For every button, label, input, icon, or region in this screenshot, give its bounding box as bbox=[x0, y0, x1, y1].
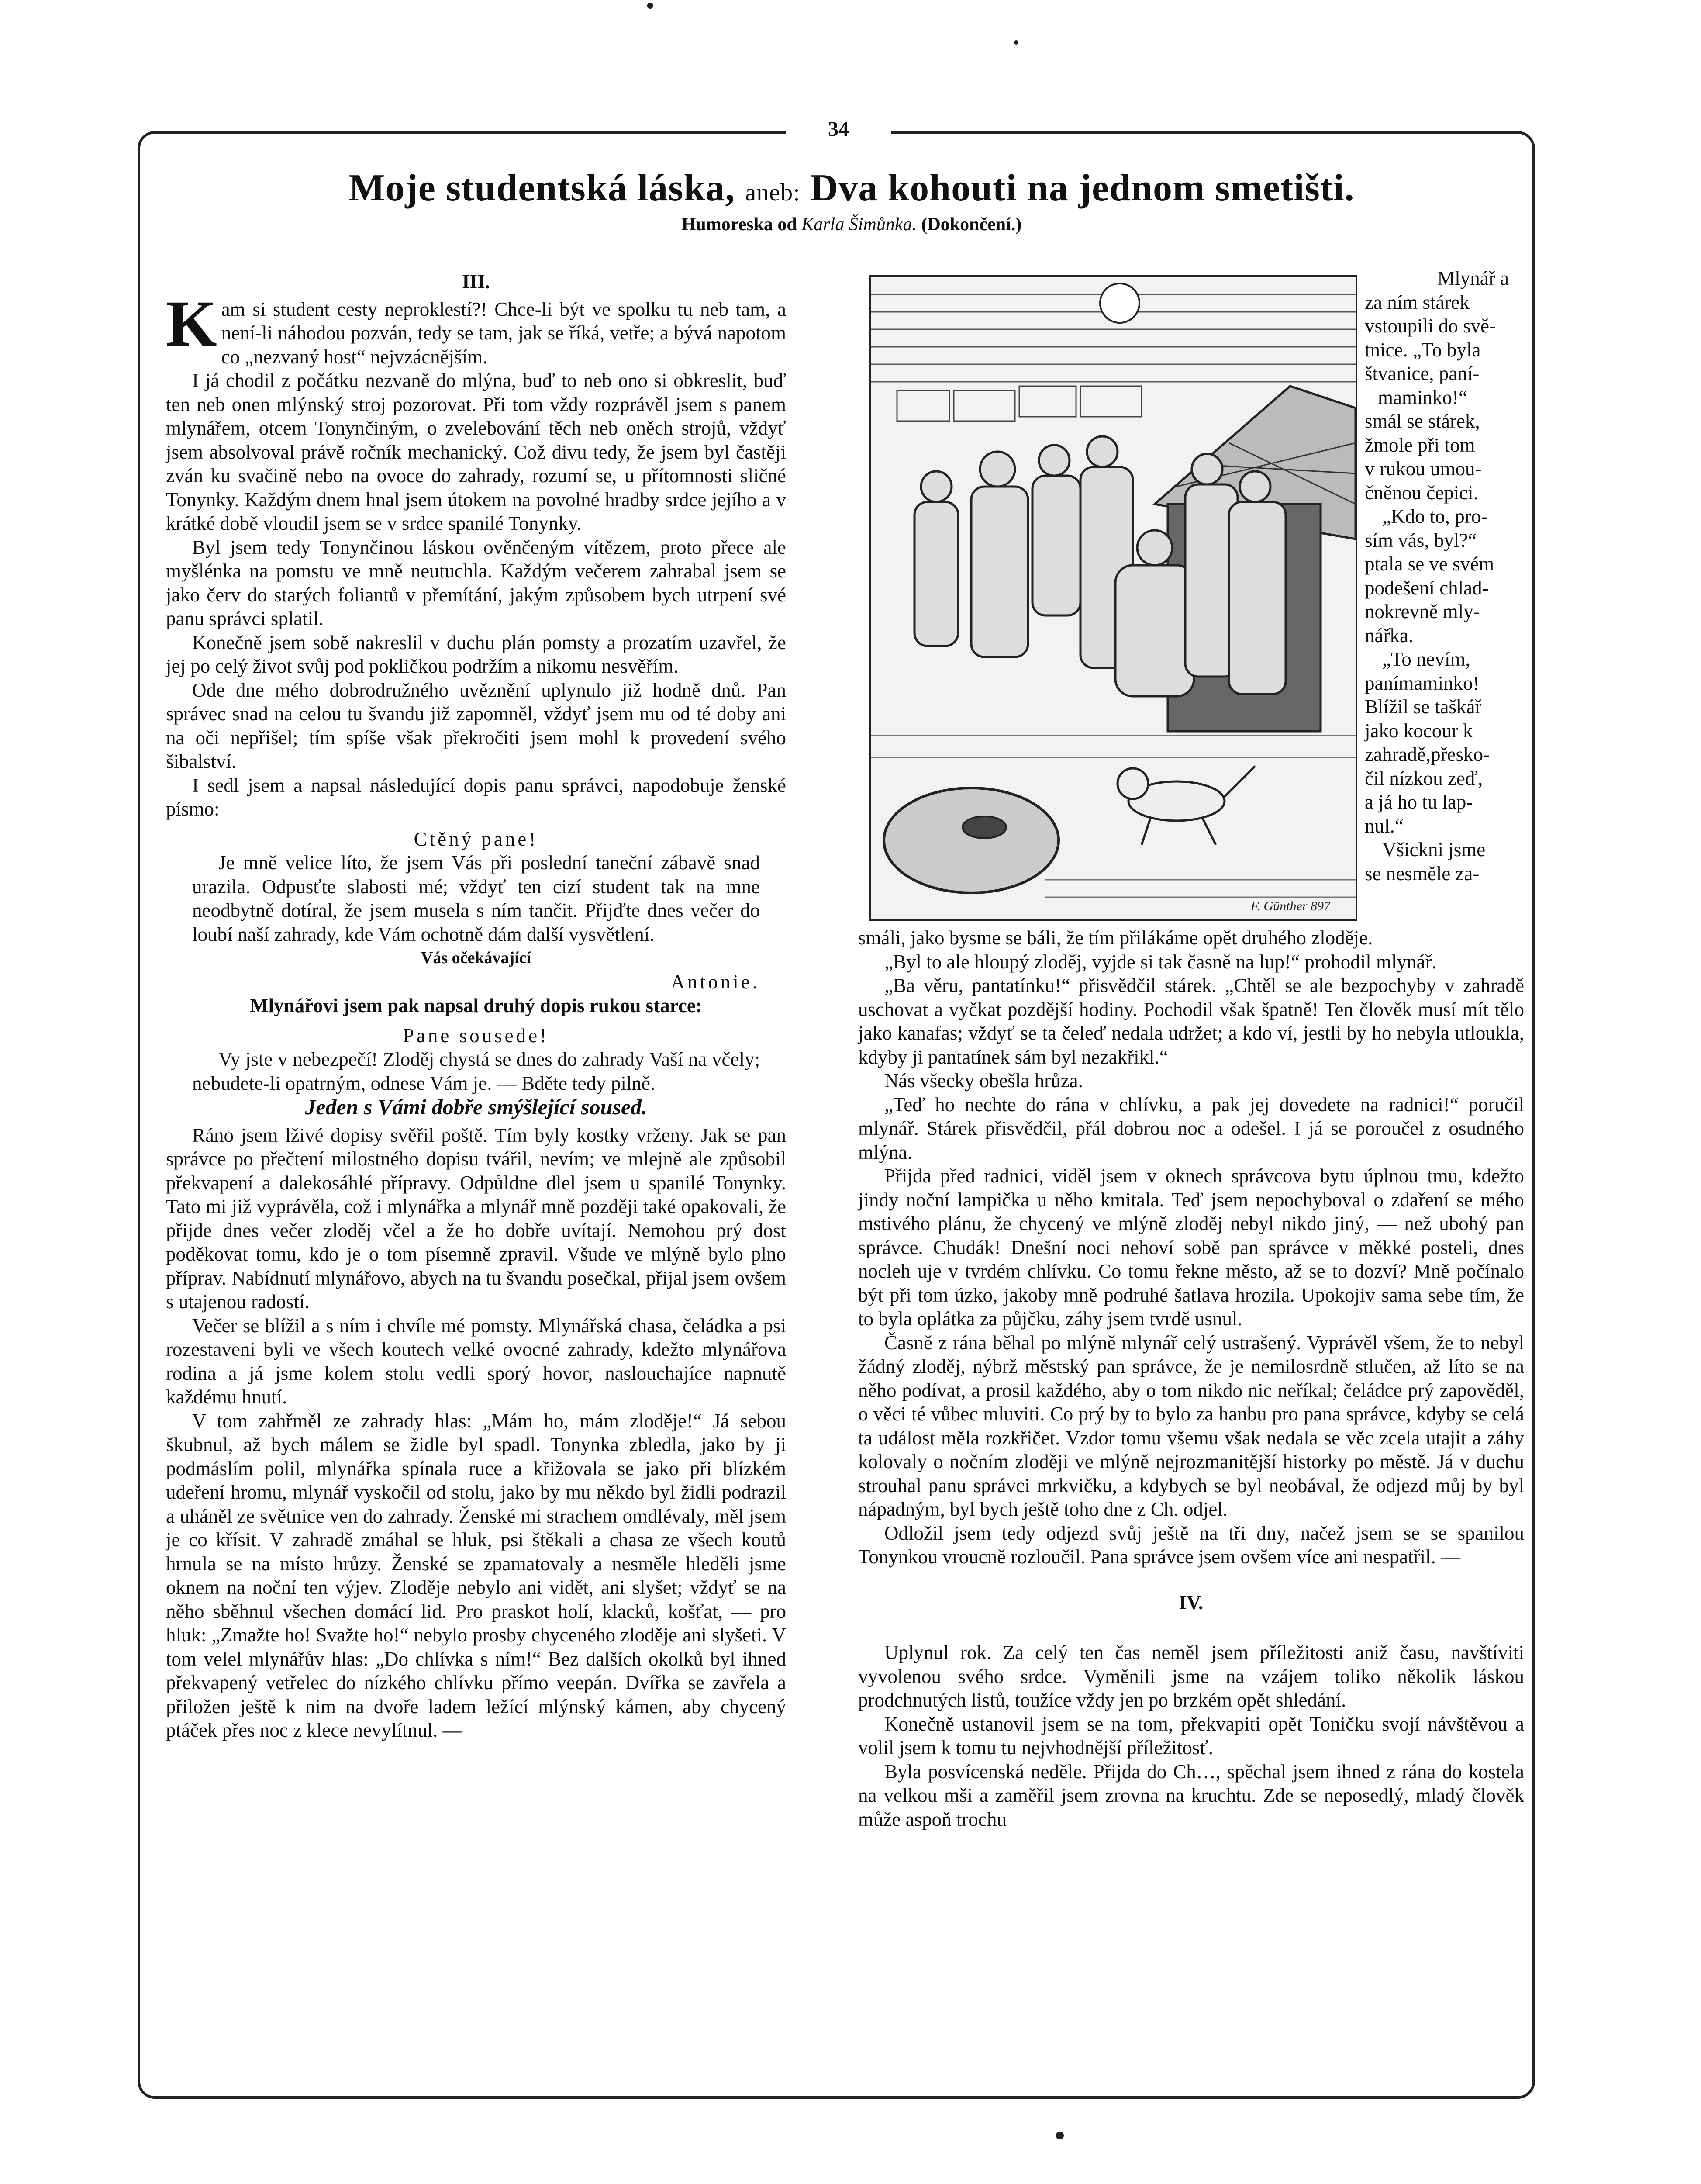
paragraph: Mlynářovi jsem pak napsal druhý dopis rukou starce: bbox=[250, 995, 702, 1016]
figure-head bbox=[1192, 454, 1222, 484]
figure-body bbox=[1032, 476, 1080, 615]
paragraph: „Teď ho nechte do rána v chlívku, a pak jej dovedete na radnici!“ poručil mlynář. Stárek přisvědčil, přál dobrou noc a odešel. I já se poroučel z osudného mlýna. bbox=[858, 1093, 1524, 1163]
moon-icon bbox=[1100, 283, 1139, 323]
figure-body bbox=[914, 502, 958, 646]
paragraph: Večer se blížil a s ním i chvíle mé pomsty. Mlynářská chasa, čeládka a psi rozestaveni byli ve všech koutech velké ovocné zahrady, kdežto mlynářova rodina a já jsme kolem stolu vedli sporý hovor, naslouchajíce napnutě každému hnutí. bbox=[166, 1314, 786, 1408]
title-part-2: Dva kohouti na jednom smetišti. bbox=[810, 167, 1355, 209]
section-heading-iv: IV. bbox=[1179, 1591, 1204, 1614]
letter1-body: Je mně velice líto, že jsem Vás při poslední taneční zábavě snad urazila. Odpusťte slabosti mé; vždyť ten cizí student tak na mne neodbytně dotíral, že jsem musela s ním tančit. Přijďte dnes večer do loubí naší zahrady, kde Vám ochotně dám další vysvětlení. bbox=[192, 852, 760, 945]
subtitle-author: Karla Šimůnka. bbox=[801, 214, 917, 235]
paragraph: Uplynul rok. Za celý ten čas neměl jsem příležitosti aniž času, navštíviti vyvolenou svého srdce. Vyměnili jsme na vzájem toliko několik láskou prodchnutých listů, toužíce vždy jen po brzkém opět shledání. bbox=[858, 1641, 1524, 1711]
paragraph-text: am si student cesty neproklestí?! Chce-li být ve spolku tu neb tam, a není-li náhodou pozván, tedy se tam, jak se říká, vetře; a bývá napotom co „nezvaný host“ nejvzácnějším. bbox=[221, 298, 786, 368]
paragraph: Byla posvícenská neděle. Přijda do Ch…, spěchal jsem ihned z rána do kostela na velkou mši a zaměřil jsem zrovna na kruchtu. Zde se neposedlý, mladý člověk může aspoň trochu bbox=[858, 1760, 1524, 1830]
text-line: maminko!“ bbox=[1378, 386, 1467, 408]
text-line: tnice. „To byla bbox=[1365, 339, 1481, 361]
paragraph: Konečně jsem sobě nakreslil v duchu plán pomsty a prozatím uzavřel, že jej po celý život svůj pod pokličkou podržím a nikomu nesvěřím. bbox=[166, 631, 786, 677]
paragraph: Ráno jsem lživé dopisy svěřil poště. Tím byly kostky vrženy. Jak se pan správce po přečtení milostného dopisu tvářil, nevím; ve mlejně ale způsobil překvapení a dalekosáhlé přípravy. Odpůldne dlel jsem u spanilé Tonynky. Tato mi již vyprávěla, což i mlynářka a mlynář mně později také opakovali, že přijde dnes večer zloděj včel a že ho dobře uvítají. Nemohou prý dost poděkovat tomu, kdo je o tom písemně zpravil. Všude ve mlýně bylo plno příprav. Nabídnutí mlynářovo, abych na tu švandu posečkal, přijal jsem ovšem s utajenou radostí. bbox=[166, 1124, 786, 1313]
illustration-drawing bbox=[871, 277, 1356, 919]
text-line: jako kocour k bbox=[1365, 719, 1473, 742]
figure-body bbox=[1115, 565, 1194, 696]
illustration-signature: F. Günther 897 bbox=[1251, 899, 1330, 913]
paragraph: I já chodil z počátku nezvaně do mlýna, buď to neb ono si obkreslit, buď ten neb onen mlýnský stroj pozorovat. Při tom vždy rozprávěl jsem s panem mlynářem, otcem Tonynčiným, o zvelebování těch neb oněch strojů, vždyť jsem absolvoval právě ročník mechanický. Což divu tedy, že jsem byl častěji zván ku svačině nebo na ovoce do zahrady, rozumí se, u přítomnosti sličné Tonynky. Každým dnem hnal jsem útokem na povolné hradby srdce jejího a v krátké době vloudil jsem se v srdce spanilé Tonynky. bbox=[166, 370, 786, 534]
text-line: zahradě,přesko- bbox=[1365, 743, 1490, 765]
text-line: „To nevím, bbox=[1382, 648, 1470, 670]
figure-body bbox=[1229, 502, 1286, 694]
paragraph: smáli, jako bysme se báli, že tím přilákáme opět druhého zloděje. bbox=[858, 927, 1373, 949]
text-line: se nesměle za- bbox=[1365, 862, 1480, 885]
text-line: nul.“ bbox=[1365, 815, 1404, 837]
section-heading-iii: III. bbox=[462, 271, 490, 293]
letter2-body: Vy jste v nebezpečí! Zloděj chystá se dnes do zahrady Vaší na včely; nebudete-li opatrným, odnese Vám je. — Bděte tedy pilně. bbox=[192, 1048, 760, 1094]
text-line: nářka. bbox=[1365, 624, 1414, 646]
text-line: „Kdo to, pro- bbox=[1382, 505, 1488, 527]
text-line: vstoupili do svě- bbox=[1365, 315, 1496, 337]
text-line: za ním stárek bbox=[1365, 291, 1470, 313]
right-narrow-column bbox=[1365, 266, 1509, 885]
text-line: podešení chlad- bbox=[1365, 577, 1489, 599]
paragraph: Konečně ustanovil jsem se na tom, překvapiti opět Toničku svojí návštěvou a volil jsem k tomu tu nejvhodnější příležitosť. bbox=[858, 1713, 1524, 1759]
letter1-closing: Vás očekávající bbox=[421, 949, 531, 967]
subtitle-suffix: (Dokončení.) bbox=[921, 214, 1022, 235]
paragraph: Ode dne mého dobrodružného uvěznění uplynulo již hodně dnů. Pan správec snad na celou tu švandu již zapomněl, vždyť jsem mu od té doby ani na oči nepřišel; tím spíše však překročiti jsem mohl k provedení svého šibalství. bbox=[166, 679, 786, 772]
article-title bbox=[131, 166, 1572, 210]
page-speck bbox=[647, 3, 653, 9]
title-aneb: aneb: bbox=[745, 179, 800, 206]
figure-head bbox=[980, 452, 1015, 487]
illustration bbox=[869, 275, 1357, 921]
text-line: štvanice, paní- bbox=[1365, 363, 1480, 384]
paragraph: Nás všecky obešla hrůza. bbox=[884, 1070, 1083, 1092]
figure-body bbox=[971, 487, 1028, 657]
text-line: ptala se ve svém bbox=[1365, 553, 1494, 575]
page-speck bbox=[1014, 40, 1018, 45]
text-line: smál se stárek, bbox=[1365, 410, 1480, 432]
text-line: Mlynář a bbox=[1437, 267, 1509, 289]
paragraph: Časně z rána běhal po mlýně mlynář celý ustrašený. Vyprávěl všem, že to nebyl žádný zloděj, nýbrž městský pan správce, že je nemilosrdně stlučen, až líto se na něho podívat, a prosil každého, aby o tom nikdo nic neříkal; čeládce prý zapověděl, o věci té vůbec mluviti. Co prý by to bylo za hanbu pro pana správce, kdyby se celá ta událost měla rozkřičet. Vzdor tomu všemu však nedala se věc zcela utajit a záhy kolovaly o nočním zloději ve mlýně nejrozmanitější historky po městě. Já v duchu strouhal panu správci mrkvičku, a kdybych se byl neobával, že odjezd můj by byl nápadným, byl bych ještě toho dne z Ch. odjel. bbox=[858, 1331, 1524, 1520]
figure-head bbox=[1087, 436, 1118, 467]
text-line: a já ho tu lap- bbox=[1365, 791, 1473, 813]
millstone-hole bbox=[963, 816, 1006, 838]
subtitle-prefix: Humoreska od bbox=[681, 214, 797, 235]
page-speck bbox=[1056, 2132, 1064, 2139]
text-line: v rukou umou- bbox=[1365, 458, 1482, 480]
letter1-salutation: Ctěný pane! bbox=[414, 828, 538, 850]
figure-head bbox=[1039, 445, 1070, 476]
text-line: čil nízkou zeď, bbox=[1365, 767, 1483, 789]
text-line: panímaminko! bbox=[1365, 672, 1480, 694]
drop-cap: K bbox=[166, 287, 217, 360]
paragraph: Byl jsem tedy Tonynčinou láskou ověnčeným vítězem, proto přece ale myšlénka na pomstu ve mně neutuchla. Každým večerem zahrabal jsem se jako červ do starých foliantů v přemítání, jakým způsobem bych utrpení své panu správci splatil. bbox=[166, 536, 786, 629]
right-column bbox=[858, 926, 1524, 1831]
text-line: nokrevně mly- bbox=[1365, 601, 1480, 622]
letter1-signature: Antonie. bbox=[670, 971, 760, 993]
text-line: Všickni jsme bbox=[1382, 839, 1486, 860]
paragraph: I sedl jsem a napsal následující dopis panu správci, napodobuje ženské písmo: bbox=[166, 774, 786, 820]
title-part-1: Moje studentská láska, bbox=[348, 167, 735, 209]
text-line: žmole při tom bbox=[1365, 434, 1475, 456]
millstone bbox=[884, 788, 1059, 893]
letter2-signature: Jeden s Vámi dobře smýšlející soused. bbox=[305, 1095, 647, 1119]
paragraph bbox=[166, 287, 786, 369]
letter2-salutation: Pane sousede! bbox=[403, 1024, 549, 1047]
figure-head bbox=[1240, 471, 1270, 502]
figure-head bbox=[921, 471, 952, 502]
text-line: čněnou čepici. bbox=[1365, 481, 1478, 504]
article-subtitle bbox=[131, 214, 1572, 235]
paragraph: V tom zahřměl ze zahrady hlas: „Mám ho, mám zloděje!“ Já sebou škubnul, až bych málem se židle byl spadl. Tonynka zbledla, jako by ji podmáslím polil, mlynářka spínala ruce a křižovala se jako při blízkém udeření hromu, mlynář vyskočil od stolu, jako by mu někdo byl židli podrazil a uháněl ze světnice ven do zahrady. Ženské mi strachem omdlévaly, měl jsem je co křísit. V zahradě zmáhal se hluk, psi štěkali a chasa ze všech koutů hrnula se na místo hrůzy. Ženské se zpamatovaly a nesměle hleděli jsme oknem na noční ten výjev. Zloděje nebylo ani vidět, ani slyšet; vždyť se na něho sběhnul všechen domácí lid. Pro praskot holí, klacků, košťat, — pro hluk: „Zmažte ho! Svažte ho!“ nebylo prosby chyceného zloděje ani slyšeti. V tom velel mlynářův hlas: „Do chlívka s ním!“ Bez dalších okolků byl ihned překvapený vetřelec do nízkého chlívku přímo veepán. Dvířka se zavřela a přiložen ještě k nim na dvoře ladem ležící mlýnský kámen, aby chycený ptáček přes noc z klece nevylítnul. — bbox=[166, 1410, 786, 1741]
page-number: 34 bbox=[786, 117, 891, 141]
text-line: Blížil se taškář bbox=[1365, 696, 1482, 718]
paragraph: Odložil jsem tedy odjezd svůj ještě na tři dny, načež jsem se se spanilou Tonynkou vroucně rozloučil. Pana správce jsem ovšem více ani nespatřil. — bbox=[858, 1522, 1524, 1568]
paragraph: „Ba věru, pantatínku!“ přisvědčil stárek. „Chtěl se ale bezpochyby v zahradě uschovat a vyčkat pozdější hodiny. Pochodil však špatně! Ten člověk musí mít tělo jako kanafas; vždyť se ta čeleď nedala udržet; a kdo ví, jestli by ho nebyla utloukla, kdyby ji pantatínek sám byl nezakřikl.“ bbox=[858, 975, 1524, 1068]
text-line: sím vás, byl?“ bbox=[1365, 529, 1477, 551]
paragraph: Přijda před radnici, viděl jsem v oknech správcova bytu úplnou tmu, kdežto jindy noční lampička u něho kmitala. Teď jsem nepochyboval o zdaření se mého mstivého plánu, že chycený ve mlýně zloděj nebyl nikdo jiný, — než ubohý pan správce. Chudák! Dnešní noci nehoví sobě pan správce v měkké posteli, dnes nocleh uje v tvrdém chlívku. Co tomu řekne město, až se to dozví? Mně počínalo být při tom úzko, jakoby mně podruhé šatlava hrozila. Upokojiv sama sebe tím, že to byla oplátka za půjčku, záhy jsem tvrdě usnul. bbox=[858, 1165, 1524, 1330]
paragraph: „Byl to ale hloupý zloděj, vyjde si tak časně na lup!“ prohodil mlynář. bbox=[884, 950, 1437, 973]
figure-head bbox=[1137, 530, 1172, 565]
left-column bbox=[166, 266, 786, 1742]
